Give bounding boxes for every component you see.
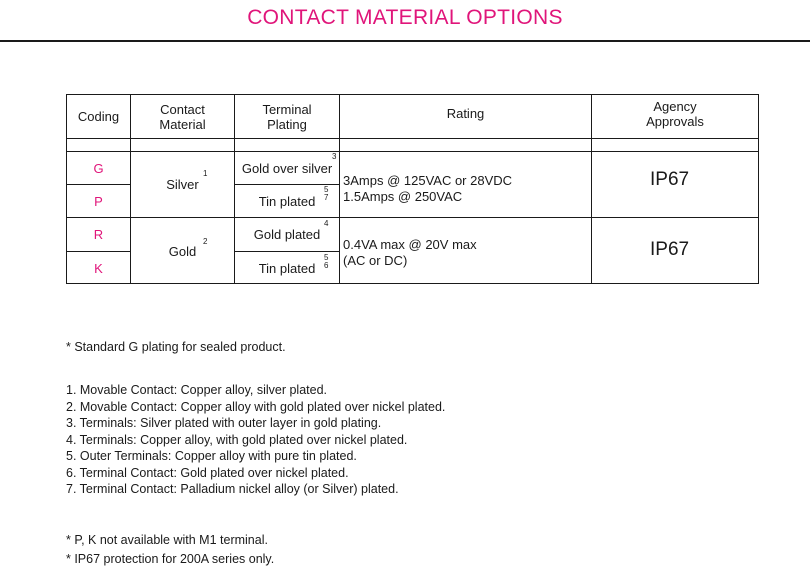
code-cell: K [94,260,103,276]
plating-gold-plated: Gold plated [253,227,321,242]
footnote-ref: 4 [324,219,329,228]
availability-note: * P, K not available with M1 terminal. [66,533,268,547]
footnote-item: 4. Terminals: Copper alloy, with gold plated over nickel plated. [66,432,408,447]
footnote-ref: 1 [203,169,208,178]
footnote-item: 6. Terminal Contact: Gold plated over nickel plated. [66,465,349,480]
plating-tin-plated: Tin plated [258,193,316,209]
plating-gold-over-silver: Gold over silver [241,160,333,176]
header-rating: Rating [446,106,485,121]
availability-notes [66,531,274,569]
header-divider [67,138,758,139]
material-silver: Silver [166,177,199,192]
header-terminal-plating: Terminal Plating [262,101,312,132]
header-coding: Coding [77,109,120,124]
code-cell: G [93,160,104,176]
footnote-ref: 6 [324,261,329,270]
footnote-ref: 5 [324,185,329,194]
code-cell: R [93,227,104,242]
rating-gold: 0.4VA max @ 20V max (AC or DC) [343,237,477,268]
rating-silver: 3Amps @ 125VAC or 28VDC 1.5Amps @ 250VAC [343,173,513,204]
contact-material-table [66,94,759,284]
header-contact-material: Contact Material [159,101,206,132]
footnote-item: 2. Movable Contact: Copper alloy with gold plated over nickel plated. [66,399,446,414]
material-gold: Gold [168,243,197,259]
footnote-ref: 5 [324,253,329,262]
header-agency-approvals: Agency Approvals [646,98,704,129]
footnote-list [66,382,445,498]
standard-plating-note: * Standard G plating for sealed product. [66,340,286,354]
footnote-ref: 3 [332,152,337,161]
availability-note: * IP67 protection for 200A series only. [66,552,275,566]
code-cell: P [94,193,103,209]
plating-tin-plated: Tin plated [258,260,316,276]
footnote-item: 5. Outer Terminals: Copper alloy with pure tin plated. [66,449,357,463]
footnote-ref: 7 [324,193,329,202]
approval-gold: IP67 [650,239,690,260]
footnote-item: 3. Terminals: Silver plated with outer layer in gold plating. [66,416,382,430]
footnote-item: 7. Terminal Contact: Palladium nickel alloy (or Silver) plated. [66,482,399,496]
title-divider [0,40,810,42]
footnote-ref: 2 [203,237,208,246]
footnote-item: 1. Movable Contact: Copper alloy, silver plated. [66,383,328,397]
page-title: CONTACT MATERIAL OPTIONS [247,6,563,29]
approval-silver: IP67 [650,169,690,190]
